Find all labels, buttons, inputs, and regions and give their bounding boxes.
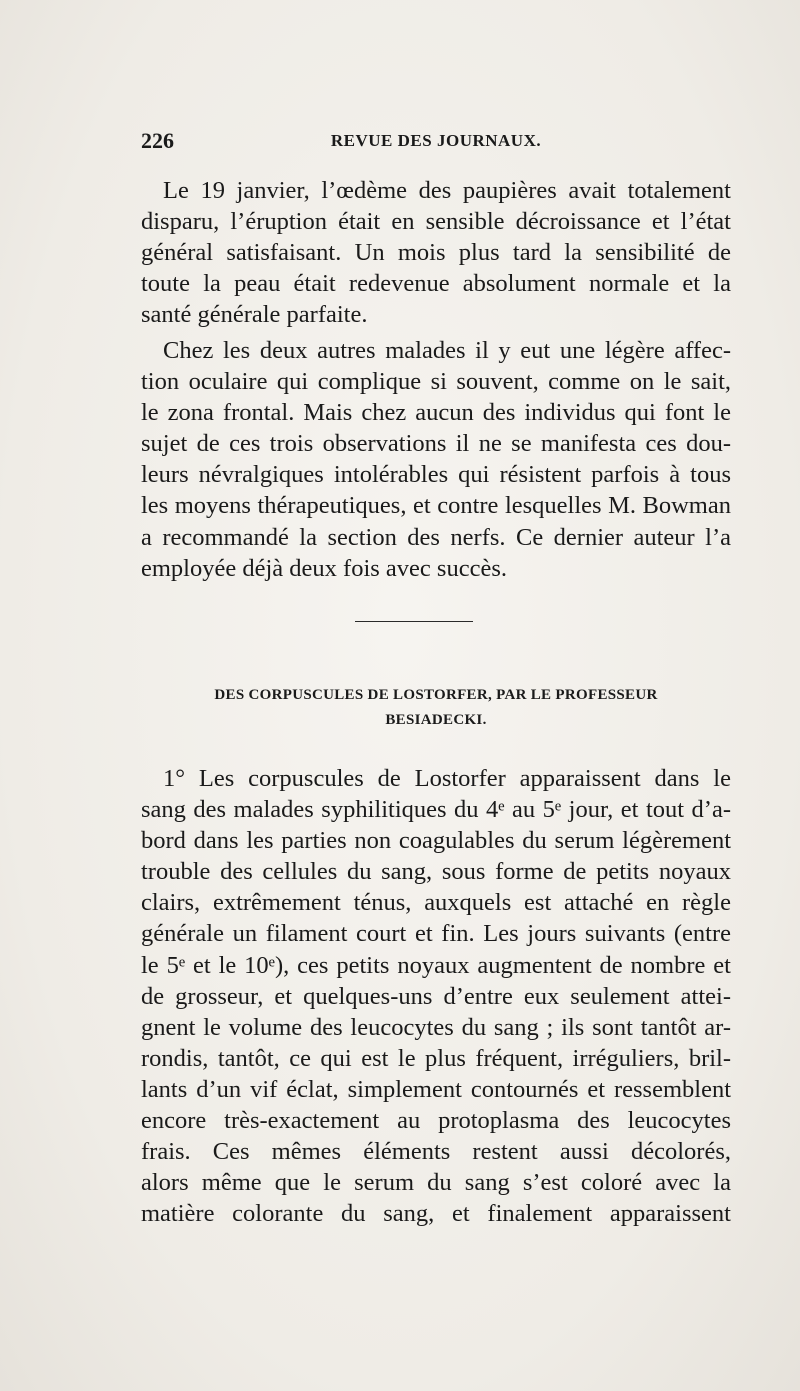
text-line: gnent le volume des leucocytes du sang ; ils sont tantôt ar- bbox=[141, 1013, 731, 1041]
journal-title: REVUE DES JOURNAUX. bbox=[330, 131, 542, 150]
paragraph-2 bbox=[141, 335, 731, 584]
text-line: Chez les deux autres malades il y eut une légère affec- bbox=[163, 337, 731, 364]
text-line: trouble des cellules du sang, sous forme de petits noyaux bbox=[141, 858, 731, 886]
text-line: santé générale parfaite. bbox=[141, 301, 368, 329]
text-line: alors même que le serum du sang s’est coloré avec la bbox=[141, 1169, 731, 1197]
text-line: générale un filament court et fin. Les jours suivants (entre bbox=[141, 920, 731, 948]
text-line: leurs névralgiques intolérables qui résistent parfois à tous bbox=[141, 461, 731, 489]
paragraph-3 bbox=[141, 763, 731, 1229]
text-line: Le 19 janvier, l’œdème des paupières avait totalement bbox=[163, 177, 731, 204]
text-line: le 5ᵉ et le 10ᵉ), ces petits noyaux augmentent de nombre et bbox=[141, 951, 731, 979]
text-line: sang des malades syphilitiques du 4ᵉ au 5ᵉ jour, et tout d’a- bbox=[141, 796, 731, 824]
section-heading bbox=[141, 683, 731, 733]
text-line: disparu, l’éruption était en sensible décroissance et l’état bbox=[141, 208, 731, 236]
text-line: 1° Les corpuscules de Lostorfer apparaissent dans le bbox=[163, 765, 731, 792]
paragraph-1 bbox=[141, 175, 731, 330]
text-line: bord dans les parties non coagulables du serum légèrement bbox=[141, 827, 731, 855]
section-heading-line-1: DES CORPUSCULES DE LOSTORFER, PAR LE PROFESSEUR bbox=[214, 687, 658, 703]
text-line: frais. Ces mêmes éléments restent aussi décolorés, bbox=[141, 1138, 731, 1166]
text-line: rondis, tantôt, ce qui est le plus fréquent, irréguliers, bril- bbox=[141, 1044, 731, 1072]
text-line: employée déjà deux fois avec succès. bbox=[141, 554, 507, 582]
text-line: de grosseur, et quelques-uns d’entre eux seulement attei- bbox=[141, 982, 731, 1010]
text-line: lants d’un vif éclat, simplement contournés et ressemblent bbox=[141, 1075, 731, 1103]
text-line: matière colorante du sang, et finalement apparaissent bbox=[141, 1200, 731, 1228]
text-line: encore très-exactement au protoplasma des leucocytes bbox=[141, 1107, 731, 1135]
text-line: tion oculaire qui complique si souvent, comme on le sait, bbox=[141, 368, 731, 396]
text-line: clairs, extrêmement ténus, auxquels est attaché en règle bbox=[141, 889, 731, 917]
text-line: a recommandé la section des nerfs. Ce dernier auteur l’a bbox=[141, 523, 731, 551]
section-heading-line-2: BESIADECKI. bbox=[385, 712, 487, 728]
text-line: les moyens thérapeutiques, et contre lesquelles M. Bowman bbox=[141, 492, 731, 520]
text-line: sujet de ces trois observations il ne se manifesta ces dou- bbox=[141, 430, 731, 458]
text-line: général satisfaisant. Un mois plus tard la sensibilité de bbox=[141, 239, 731, 267]
page-number: 226 bbox=[141, 128, 174, 153]
text-line: le zona frontal. Mais chez aucun des individus qui font le bbox=[141, 399, 731, 427]
text-line: toute la peau était redevenue absolument normale et la bbox=[141, 270, 731, 298]
section-divider bbox=[355, 621, 473, 622]
running-head bbox=[141, 128, 731, 158]
